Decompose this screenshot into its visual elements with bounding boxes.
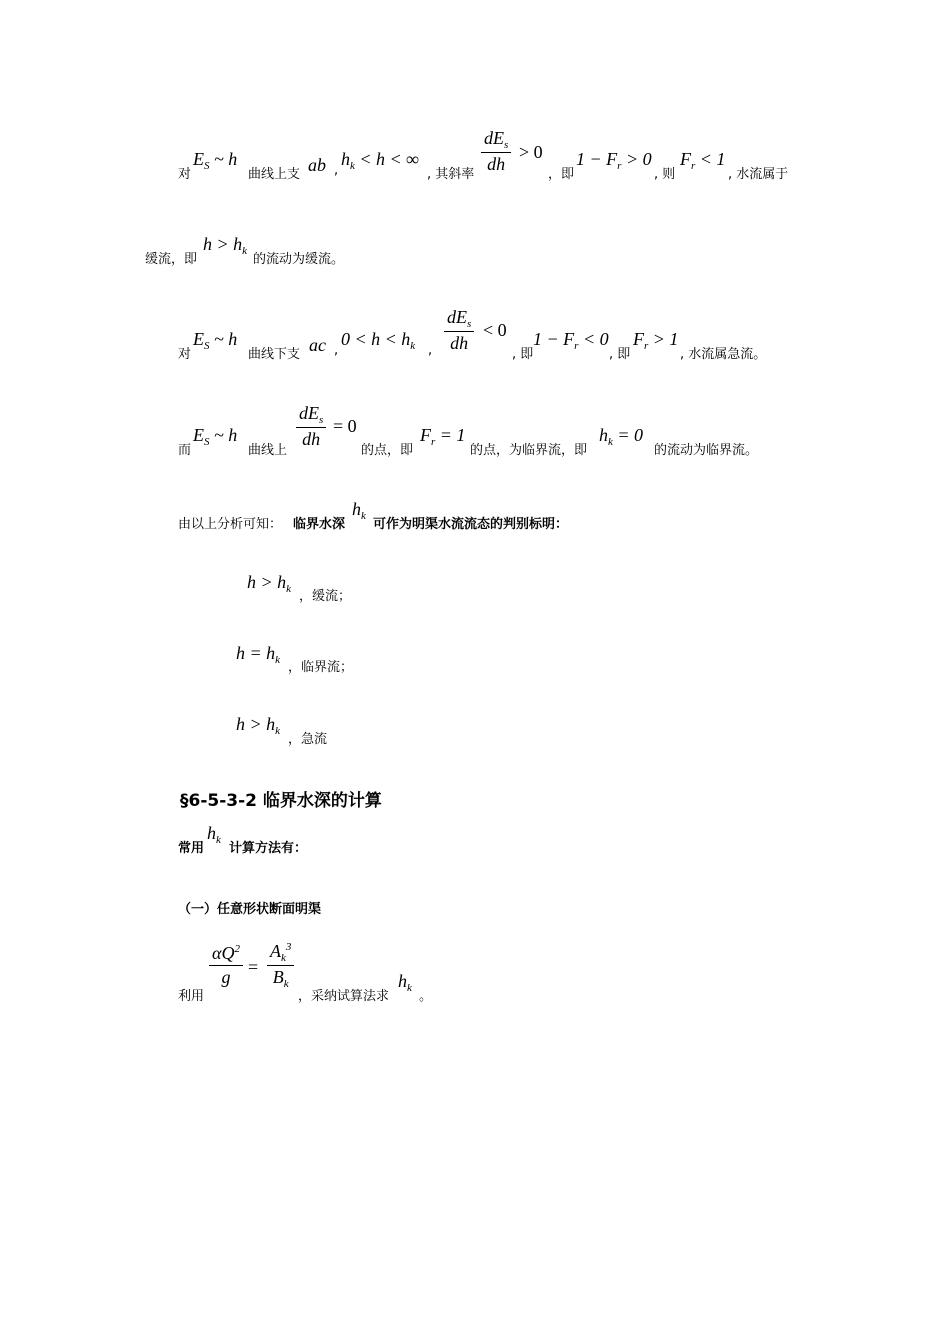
l2-text-flow-subcritical: 的流动为缓流。	[253, 252, 345, 267]
criterion-1-text: ，缓流；	[299, 589, 352, 604]
l4-eq-hk-eq-0: $h_k = 0$	[599, 425, 644, 448]
l3-text-dui: 对	[178, 347, 192, 362]
l1-eq-1-fr: $1 - F_r > 0$	[576, 149, 652, 172]
criterion-2-text: ，临界流；	[288, 660, 354, 675]
common-text-changyong: 常用	[178, 841, 205, 856]
l1-comma: ,	[334, 163, 339, 178]
l5-text-criterion: 可作为明渠水流流态的判别标明：	[373, 517, 569, 532]
l5-text-analysis: 由以上分析可知：	[178, 517, 283, 532]
l4-eq-fr-eq-1: $F_r = 1$	[420, 425, 466, 448]
l1-fraction-des-dh: $dE_s$ dh	[481, 128, 511, 175]
last-text-trial: ，采纳试算法求	[298, 989, 390, 1004]
section-heading: §6-5-3-2 临界水深的计算	[180, 791, 382, 811]
l4-eq-es-h: $E_S$ ~ h	[193, 425, 238, 448]
common-text-methods: 计算方法有：	[229, 841, 308, 856]
l3-text-ji1: , 即	[512, 347, 534, 362]
l5-eq-hk: $h_k$	[352, 499, 366, 522]
last-text-liyong: 利用	[178, 989, 205, 1004]
last-fraction-aq2-g: $\alpha Q^2$ g	[209, 943, 243, 988]
l3-comma1: ,	[334, 343, 339, 358]
l4-text-er: 而	[178, 443, 192, 458]
last-text-period: 。	[419, 989, 433, 1004]
l3-text-supercritical: , 水流属急流。	[680, 347, 767, 362]
l3-text-ji2: , 即	[609, 347, 631, 362]
common-eq-hk: $h_k$	[207, 823, 221, 846]
l4-text-on-curve: 曲线上	[248, 443, 288, 458]
l3-eq-lt-zero: < 0	[483, 320, 507, 340]
l2-eq-h-gt-hk: $h > h_k$	[203, 234, 248, 257]
l1-eq-es-h: $E_S$ ~ h	[193, 149, 238, 172]
l1-text-upper-branch: 曲线上支	[248, 167, 301, 182]
l3-eq-ac: ac	[309, 335, 326, 355]
last-eq-equals: =	[248, 957, 259, 977]
l1-eq-hk-range: $h_k < h$ < ∞	[341, 149, 420, 172]
l1-text-ji: ，即	[548, 167, 575, 182]
criterion-3-text: ，急流	[288, 732, 328, 747]
l5-text-critical-depth: 临界水深	[293, 517, 346, 532]
l1-text-flow-belongs: , 水流属于	[728, 167, 789, 182]
l4-fraction-des-dh: $dE_s$ dh	[296, 403, 326, 450]
l3-eq-range: $0 < h < h_k$	[341, 329, 416, 352]
l1-text-dui: 对	[178, 167, 192, 182]
subheading-arbitrary-section: （一）任意形状断面明渠	[178, 902, 322, 917]
l3-eq-es-h: $E_S$ ~ h	[193, 329, 238, 352]
l3-text-lower-branch: 曲线下支	[248, 347, 301, 362]
l3-fraction-des-dh: $dE_s$ dh	[444, 307, 474, 354]
last-fraction-ak3-bk: $A_k^3$ $B_k$	[267, 941, 294, 990]
l4-text-critical: 的点，为临界流，即	[470, 443, 588, 458]
l1-eq-gt-zero: > 0	[519, 142, 543, 162]
l1-text-ze: , 则	[654, 167, 676, 182]
criterion-1-eq: $h > h_k$	[247, 572, 292, 595]
l1-eq-ab: ab	[308, 155, 326, 175]
l4-text-critical-flow: 的流动为临界流。	[654, 443, 759, 458]
l1-text-slope: , 其斜率	[427, 167, 475, 182]
l4-eq-eq-zero: = 0	[333, 416, 357, 436]
last-eq-hk: $h_k$	[398, 971, 412, 994]
l3-eq-fr-gt-1: $F_r > 1$	[633, 329, 679, 352]
l1-eq-fr-lt-1: $F_r < 1$	[680, 149, 726, 172]
criterion-2-eq: $h = h_k$	[236, 643, 281, 666]
l4-text-point: 的点，即	[361, 443, 414, 458]
l3-comma2: ,	[428, 343, 433, 358]
l2-text-subcritical: 缓流，即	[145, 252, 198, 267]
criterion-3-eq: $h > h_k$	[236, 714, 281, 737]
l3-eq-1-fr: $1 - F_r < 0$	[533, 329, 609, 352]
